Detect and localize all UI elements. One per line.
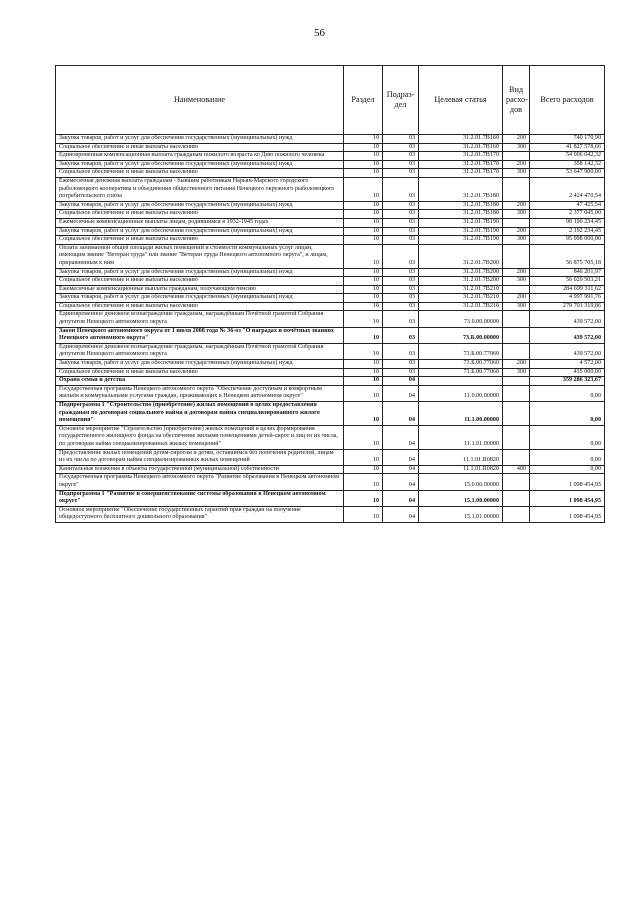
header-total: Всего расходов — [530, 66, 605, 135]
row-amount: 2 424 470,54 — [530, 177, 605, 201]
row-name: Ежемесячные компенсационные выплаты лицам, родившимся в 1932-1945 годах — [56, 218, 344, 227]
row-target: 31.2.01.7В200 — [419, 244, 503, 268]
row-vid — [503, 343, 530, 359]
row-section: 10 — [344, 268, 383, 277]
row-amount: 284 699 311,62 — [530, 285, 605, 294]
row-name: Оплата занимаемой общей площади жилых помещений и стоимости коммунальных услуг лицам, имеющим звание "Ветеран труда" или звание "Ветеран труда Ненецкого автономного округа", и лицам, приравненным к ним — [56, 244, 344, 268]
table-row — [56, 227, 605, 236]
row-section: 10 — [344, 327, 383, 343]
budget-table — [55, 65, 605, 523]
row-amount: 359 286 323,67 — [530, 377, 605, 386]
row-name: Государственная программа Ненецкого автономного округа "Развитие образования в Ненецком автономном округе" — [56, 474, 344, 490]
row-target: 15.1.00.00000 — [419, 490, 503, 506]
row-subsection: 04 — [383, 449, 419, 465]
row-section: 10 — [344, 236, 383, 245]
row-section: 10 — [344, 425, 383, 449]
row-name: Предоставление жилых помещений детям-сиротам и детям, оставшимся без попечения родителей, лицам из их числа по договорам найма специализированных жилых помещений — [56, 449, 344, 465]
row-target: 73.0.00.00000 — [419, 311, 503, 327]
row-subsection: 03 — [383, 227, 419, 236]
row-target: 31.2.01.7В210 — [419, 294, 503, 303]
row-name: Социальное обеспечение и иные выплаты населению — [56, 368, 344, 377]
row-section: 10 — [344, 490, 383, 506]
page-number: 56 — [314, 27, 325, 39]
row-target: 31.2.01.7В190 — [419, 236, 503, 245]
row-subsection: 04 — [383, 402, 419, 426]
table-row — [56, 368, 605, 377]
row-target: 73.Б.00.77060 — [419, 343, 503, 359]
row-amount: 358 142,32 — [530, 160, 605, 169]
row-vid: 200 — [503, 360, 530, 369]
row-name: Единовременное денежное вознаграждение гражданам, награждённым Почётной грамотой Собрания депутатов Ненецкого автономного округа — [56, 311, 344, 327]
row-vid — [503, 285, 530, 294]
row-target: 11.1.01.R0820 — [419, 465, 503, 474]
row-subsection: 03 — [383, 244, 419, 268]
row-name: Государственная программа Ненецкого автономного округа "Обеспечение доступным и комфортным жильём и коммунальными услугами граждан, проживающих в Ненецком автономном округе" — [56, 385, 344, 401]
row-name: Единовременное денежное вознаграждение гражданам, награждённым Почётной грамотой Собрания депутатов Ненецкого автономного округа — [56, 343, 344, 359]
row-target: 73.Б.00.00000 — [419, 327, 503, 343]
row-name: Социальное обеспечение и иные выплаты населению — [56, 143, 344, 152]
row-target: 11.1.00.00000 — [419, 402, 503, 426]
row-section: 10 — [344, 343, 383, 359]
row-amount: 1 098 454,95 — [530, 490, 605, 506]
table-row — [56, 277, 605, 286]
row-target: 31.2.01.7В170 — [419, 152, 503, 161]
row-name: Закупка товаров, работ и услуг для обеспечения государственных (муниципальных) нужд — [56, 227, 344, 236]
row-vid — [503, 449, 530, 465]
row-vid — [503, 152, 530, 161]
row-target: 31.2.01.7В160 — [419, 135, 503, 144]
row-subsection: 03 — [383, 360, 419, 369]
header-target: Целевая статья — [419, 66, 503, 135]
row-vid: 300 — [503, 169, 530, 178]
row-subsection: 03 — [383, 302, 419, 311]
row-target: 31.2.01.7В210 — [419, 302, 503, 311]
table-row — [56, 268, 605, 277]
row-target: 31.2.01.7В210 — [419, 285, 503, 294]
row-target: 31.2.01.7В160 — [419, 143, 503, 152]
row-target: 11.1.01.00000 — [419, 425, 503, 449]
row-section: 10 — [344, 210, 383, 219]
row-subsection: 03 — [383, 285, 419, 294]
row-vid: 200 — [503, 160, 530, 169]
table-row — [56, 143, 605, 152]
table-body — [56, 135, 605, 523]
row-vid — [503, 425, 530, 449]
row-section: 10 — [344, 227, 383, 236]
row-subsection: 03 — [383, 218, 419, 227]
row-section: 10 — [344, 465, 383, 474]
row-name: Социальное обеспечение и иные выплаты населению — [56, 169, 344, 178]
row-subsection: 03 — [383, 327, 419, 343]
table-row — [56, 385, 605, 401]
row-vid: 200 — [503, 135, 530, 144]
row-target: 31.2.01.7В170 — [419, 160, 503, 169]
row-amount: 98 190 234,45 — [530, 218, 605, 227]
row-amount: 56 875 705,18 — [530, 244, 605, 268]
row-subsection: 03 — [383, 210, 419, 219]
row-subsection: 03 — [383, 201, 419, 210]
row-subsection: 03 — [383, 268, 419, 277]
row-amount: 0,00 — [530, 465, 605, 474]
row-name: Ежемесячные компенсационные выплаты гражданам, получающим пенсию — [56, 285, 344, 294]
row-section: 10 — [344, 449, 383, 465]
row-vid — [503, 490, 530, 506]
row-section: 10 — [344, 506, 383, 522]
row-vid: 200 — [503, 201, 530, 210]
table-row — [56, 465, 605, 474]
table-row — [56, 327, 605, 343]
row-target: 31.2.01.7В180 — [419, 210, 503, 219]
row-target — [419, 377, 503, 386]
row-section: 10 — [344, 285, 383, 294]
row-name: Социальное обеспечение и иные выплаты населению — [56, 302, 344, 311]
row-section: 10 — [344, 385, 383, 401]
table-row — [56, 201, 605, 210]
row-name: Единовременная компенсационная выплата гражданам пожилого возраста ко Дню пожилого человека — [56, 152, 344, 161]
table-row — [56, 169, 605, 178]
row-section: 10 — [344, 169, 383, 178]
row-subsection: 03 — [383, 143, 419, 152]
table-row — [56, 449, 605, 465]
row-amount: 53 647 900,00 — [530, 169, 605, 178]
row-amount: 439 572,00 — [530, 311, 605, 327]
row-name: Основное мероприятие "Обеспечение государственных гарантий прав граждан на получение общедоступного бесплатного дошкольного образования" — [56, 506, 344, 522]
row-vid: 200 — [503, 227, 530, 236]
row-subsection: 03 — [383, 236, 419, 245]
row-amount: 95 998 000,00 — [530, 236, 605, 245]
row-name: Закон Ненецкого автономного округа от 1 июля 2008 года № 36-оз "О наградах и почётных званиях Ненецкого автономного округа" — [56, 327, 344, 343]
row-target: 73.Б.00.77060 — [419, 368, 503, 377]
row-section: 10 — [344, 277, 383, 286]
row-amount: 0,00 — [530, 425, 605, 449]
row-vid: 300 — [503, 302, 530, 311]
row-section: 10 — [344, 402, 383, 426]
row-subsection: 03 — [383, 343, 419, 359]
row-subsection: 03 — [383, 368, 419, 377]
row-target: 31.2.01.7В180 — [419, 201, 503, 210]
row-amount: 4 572,00 — [530, 360, 605, 369]
row-section: 10 — [344, 302, 383, 311]
header-subsection: Подраз-дел — [383, 66, 419, 135]
table-row — [56, 210, 605, 219]
row-vid — [503, 377, 530, 386]
row-subsection: 03 — [383, 152, 419, 161]
row-section: 10 — [344, 294, 383, 303]
row-vid — [503, 385, 530, 401]
row-name: Охрана семьи и детства — [56, 377, 344, 386]
row-vid: 300 — [503, 210, 530, 219]
row-amount: 0,00 — [530, 402, 605, 426]
row-vid — [503, 311, 530, 327]
table-row — [56, 177, 605, 201]
row-target: 11.1.01.R0820 — [419, 449, 503, 465]
table-row — [56, 425, 605, 449]
header-section: Раздел — [344, 66, 383, 135]
row-section: 10 — [344, 177, 383, 201]
header-vid: Вид расхо-дов — [503, 66, 530, 135]
table-header-row — [56, 66, 605, 135]
row-section: 10 — [344, 360, 383, 369]
table-row — [56, 285, 605, 294]
row-section: 10 — [344, 377, 383, 386]
row-section: 10 — [344, 135, 383, 144]
row-name: Социальное обеспечение и иные выплаты населению — [56, 210, 344, 219]
row-subsection: 03 — [383, 277, 419, 286]
table-row — [56, 490, 605, 506]
row-subsection: 04 — [383, 506, 419, 522]
table-row — [56, 135, 605, 144]
row-vid: 300 — [503, 368, 530, 377]
row-vid: 300 — [503, 143, 530, 152]
row-amount: 0,00 — [530, 385, 605, 401]
row-name: Капитальные вложения в объекты государственной (муниципальной) собственности — [56, 465, 344, 474]
row-vid — [503, 474, 530, 490]
row-section: 10 — [344, 218, 383, 227]
row-amount: 439 572,00 — [530, 327, 605, 343]
row-amount: 1 098 454,95 — [530, 506, 605, 522]
row-vid — [503, 327, 530, 343]
row-target: 31.2.01.7В190 — [419, 218, 503, 227]
row-name: Закупка товаров, работ и услуг для обеспечения государственных (муниципальных) нужд — [56, 268, 344, 277]
row-amount: 47 425,54 — [530, 201, 605, 210]
row-subsection: 04 — [383, 474, 419, 490]
table-row — [56, 294, 605, 303]
table-row — [56, 302, 605, 311]
table-row — [56, 474, 605, 490]
row-amount: 41 827 578,66 — [530, 143, 605, 152]
row-name: Закупка товаров, работ и услуг для обеспечения государственных (муниципальных) нужд — [56, 294, 344, 303]
row-section: 10 — [344, 143, 383, 152]
row-target: 15.1.01.00000 — [419, 506, 503, 522]
row-name: Ежемесячная денежная выплата гражданам - бывшим работникам Нарьян-Марского городского рыболовецкого кооператива и объединения общественного питания Ненецкого окружного рыболовецкого потребительского союза — [56, 177, 344, 201]
row-vid: 200 — [503, 268, 530, 277]
row-amount: 279 701 319,86 — [530, 302, 605, 311]
row-section: 10 — [344, 368, 383, 377]
table-row — [56, 360, 605, 369]
table-row — [56, 506, 605, 522]
row-subsection: 03 — [383, 135, 419, 144]
row-section: 10 — [344, 244, 383, 268]
row-subsection: 03 — [383, 294, 419, 303]
row-name: Закупка товаров, работ и услуг для обеспечения государственных (муниципальных) нужд — [56, 160, 344, 169]
table-row — [56, 236, 605, 245]
row-name: Закупка товаров, работ и услуг для обеспечения государственных (муниципальных) нужд — [56, 135, 344, 144]
row-vid — [503, 506, 530, 522]
row-subsection: 03 — [383, 169, 419, 178]
row-target: 31.2.01.7В200 — [419, 268, 503, 277]
table-row — [56, 311, 605, 327]
row-subsection: 04 — [383, 385, 419, 401]
table-row — [56, 377, 605, 386]
row-subsection: 04 — [383, 465, 419, 474]
row-target: 73.Б.00.77060 — [419, 360, 503, 369]
table-row — [56, 218, 605, 227]
row-name: Подпрограмма 1 "Строительство (приобретение) жилых помещений в целях предоставления гражданам по договорам социального найма и договорам найма специализированного жилого помещения" — [56, 402, 344, 426]
row-subsection: 03 — [383, 177, 419, 201]
row-name: Основное мероприятие "Строительство (приобретение) жилых помещений в целях формирования государственного жилищного фонда на обеспечение жилыми помещениями детей-сирот и лиц из их числа, по договорам найма специализированных жилых помещений" — [56, 425, 344, 449]
row-amount: 56 029 503,21 — [530, 277, 605, 286]
row-subsection: 03 — [383, 311, 419, 327]
table-row — [56, 160, 605, 169]
row-name: Подпрограмма 1 "Развитие и совершенствование системы образования в Ненецком автономном округе" — [56, 490, 344, 506]
row-amount: 2 192 234,45 — [530, 227, 605, 236]
row-vid — [503, 244, 530, 268]
row-name: Закупка товаров, работ и услуг для обеспечения государственных (муниципальных) нужд — [56, 360, 344, 369]
row-vid: 400 — [503, 465, 530, 474]
row-section: 10 — [344, 152, 383, 161]
row-target: 31.2.01.7В180 — [419, 177, 503, 201]
row-amount: 740 170,90 — [530, 135, 605, 144]
row-vid — [503, 218, 530, 227]
row-vid: 300 — [503, 277, 530, 286]
row-section: 10 — [344, 160, 383, 169]
row-amount: 439 572,00 — [530, 343, 605, 359]
row-vid: 300 — [503, 236, 530, 245]
row-amount: 846 201,97 — [530, 268, 605, 277]
row-subsection: 04 — [383, 377, 419, 386]
row-amount: 1 098 454,95 — [530, 474, 605, 490]
row-amount: 4 997 991,76 — [530, 294, 605, 303]
row-vid — [503, 402, 530, 426]
table-row — [56, 343, 605, 359]
row-section: 10 — [344, 474, 383, 490]
row-amount: 2 377 045,00 — [530, 210, 605, 219]
row-section: 10 — [344, 311, 383, 327]
header-name: Наименование — [56, 66, 344, 135]
row-target: 31.2.01.7В200 — [419, 277, 503, 286]
row-subsection: 04 — [383, 425, 419, 449]
row-subsection: 04 — [383, 490, 419, 506]
table-row — [56, 244, 605, 268]
table-row — [56, 152, 605, 161]
row-target: 11.0.00.00000 — [419, 385, 503, 401]
table-row — [56, 402, 605, 426]
row-amount: 54 006 042,32 — [530, 152, 605, 161]
row-section: 10 — [344, 201, 383, 210]
row-subsection: 03 — [383, 160, 419, 169]
row-amount: 435 000,00 — [530, 368, 605, 377]
row-name: Социальное обеспечение и иные выплаты населению — [56, 236, 344, 245]
row-vid — [503, 177, 530, 201]
row-vid: 200 — [503, 294, 530, 303]
row-amount: 0,00 — [530, 449, 605, 465]
row-name: Социальное обеспечение и иные выплаты населению — [56, 277, 344, 286]
row-target: 31.2.01.7В170 — [419, 169, 503, 178]
row-target: 15.0.00.00000 — [419, 474, 503, 490]
row-target: 31.2.01.7В190 — [419, 227, 503, 236]
row-name: Закупка товаров, работ и услуг для обеспечения государственных (муниципальных) нужд — [56, 201, 344, 210]
